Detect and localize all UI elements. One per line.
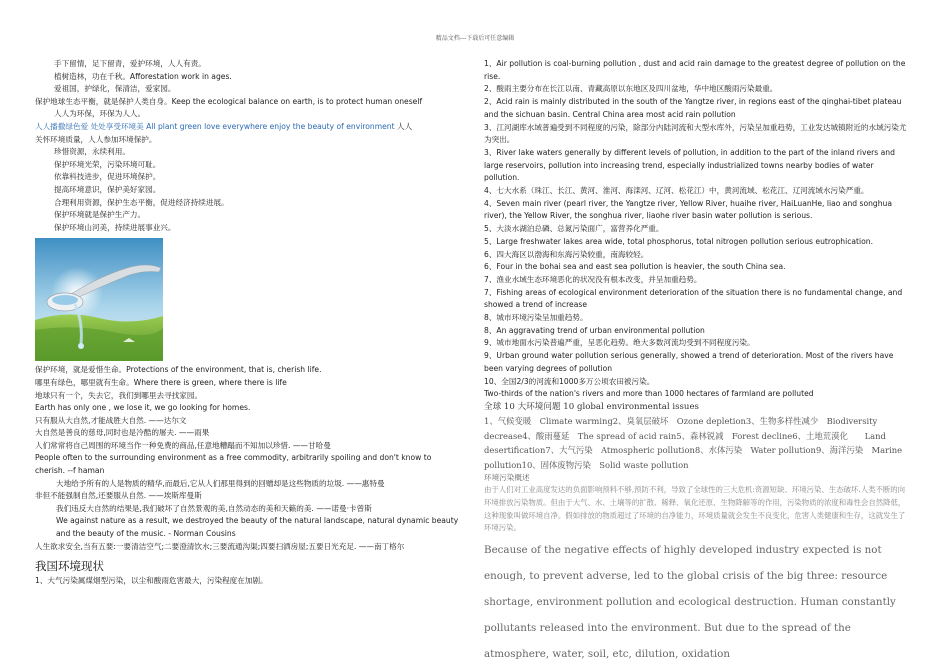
text-line: 保护环境就是保护生产力。 [54, 210, 146, 220]
global-issues-list: 1、气候变暖 Climate warming2、臭氧层破坏 Ozone depletion3、生物多样性减少 Biodiversity decrease4、酸雨蔓延 The spread of acid rain5、森林锐减 Forest decline6、土地荒漠化 Land desertification7、大气污染 Atmospheric pollution8、水体污染 Water pollution9、海洋污染 Marine pollution10、固体废物污染 Solid waste pollution [484, 415, 903, 470]
text-line: 合理利用资源，保护生态平衡，促进经济持续进展。 [54, 197, 229, 207]
status-item: 8、城市环境污染呈加重趋势。 [484, 313, 588, 323]
global-issues-title: 全球 10 大环境问题 10 global environmental issues [484, 401, 699, 412]
status-item: 7、渔业水域生态环境恶化的状况没有根本改变，并呈加重趋势。 [484, 274, 702, 284]
status-item: 5、Large freshwater lakes area wide, total phosphorus, total nitrogen pollution serious eutrophication. [484, 236, 873, 246]
status-item: 3、River lake waters generally by different levels of pollution, in addition to the part of the inland rivers and large reservoirs, pollution into increasing trend, especially industrialized towns nearby bodies of water pollution. [484, 147, 895, 183]
status-item: 3、江河湖库水域普遍受到不同程度的污染，除部分内陆河流和大型水库外，污染呈加重趋势，工业发达城镇附近的水域污染尤为突出。 [484, 122, 907, 145]
section-first-item: 1、大气污染属煤烟型污染，以尘和酸雨危害最大，污染程度在加剧。 [35, 576, 268, 586]
section-title: 我国环境现状 [35, 559, 104, 574]
status-item: 7、Fishing areas of ecological environment deterioration of the situation there is no fundamental change, and showed a trend of increase [484, 287, 903, 310]
slogan-list-mid [35, 134, 462, 235]
status-item: Two-thirds of the nation's rivers and more than 1000 hectares of farmland are polluted [484, 389, 814, 399]
text-line: 爱祖国，护绿化，保清洁，爱家园。 [54, 84, 176, 94]
text-line: 植树造林，功在千秋。Afforestation work in ages. [54, 71, 232, 81]
status-item: 2、酸雨主要分布在长江以南、青藏高原以东地区及四川盆地，华中地区酸雨污染最重。 [484, 84, 778, 94]
overview-title: 环境污染概述 [484, 473, 530, 483]
text-line: 珍惜资源，永续利用。 [54, 147, 130, 157]
status-item: 2、Acid rain is mainly distributed in the south of the Yangtze river, in regions east of the qinghai-tibet plateau and the sichuan basin. Central China area most acid rain pollution [484, 97, 902, 119]
text-line: 我们违反大自然的结果是,我们破坏了自然景观的美,自然动态的美和天籁的美. ——诺曼·卡曾斯 [56, 503, 372, 513]
status-item: 5、大淡水湖泊总磷、总氮污染面广，富营养化严重。 [484, 224, 664, 234]
status-item: 1、Air pollution is coal-burning pollution , dust and acid rain damage to the greatest degree of pollution on the rise. [484, 59, 906, 81]
text-line: 人们常常将自己周围的环境当作一种免费的商品,任意地糟蹋而不知加以珍惜. ——甘哈曼 [35, 440, 331, 450]
status-item: 6、四大海区以渤海和东海污染较重，南海较轻。 [484, 249, 649, 259]
text-line: Earth has only one , we lose it, we go looking for homes. [35, 403, 251, 413]
status-item: 4、七大水系（珠江、长江、黄河、淮河、海滦河、辽河、松花江）中，黄河流域、松花江、辽河流域水污染严重。 [484, 186, 869, 196]
quote-list [35, 364, 462, 452]
right-column [484, 58, 909, 667]
text-line: 手下留情，足下留青，爱护环境，人人有责。 [54, 59, 206, 68]
quote-list-end [35, 478, 462, 516]
text-line: 保护环境山河美，持续进展事业兴。 [54, 222, 176, 232]
quote-nightingale: 人生欲求安全,当有五要:一要清洁空气;二要澄清饮水;三要流通沟渠;四要扫洒房屋;五要日光充足. ——南丁格尔 [35, 541, 405, 551]
text-line: 地球只有一个，失去它，我们到哪里去寻找家园。 [35, 390, 203, 400]
left-column [35, 58, 462, 588]
slogan-green-love-highlight: 人人播撒绿色爱 处处享受环境美 All plant green love everywhere enjoy the beauty of environment [35, 121, 395, 131]
text-line: 保护环境，就是爱惜生命。Protections of the environment, that is, cherish life. [35, 365, 322, 375]
text-line: 人人为环保，环保为人人。 [54, 109, 146, 119]
status-item: 4、Seven main river (pearl river, the Yangtze river, Yellow River, huaihe river, HaiLuanHe, liao and songhua river), the Yellow River, the songhua river, liaohe river basin water pollution is serious. [484, 198, 893, 221]
text-line: 大自然是善良的慈母,同时也是冷酷的屠夫. ——雨果 [35, 428, 210, 438]
status-item: 10、全国2/3的河流和1000多万公顷农田被污染。 [484, 376, 655, 386]
text-line: 哪里有绿色，哪里就有生命。Where there is green, where there is life [35, 377, 287, 387]
text-line: 依靠科技进步，促进环境保护。 [54, 172, 161, 182]
status-item: 9、城市地面水污染普遍严重，呈恶化趋势。绝大多数河流均受到不同程度污染。 [484, 338, 755, 348]
text-line: 保护地球生态平衡，就是保护人类自身。Keep the ecological balance on earth, is to protect human oneself [35, 96, 423, 106]
overview-english: Because of the negative effects of highly developed industry expected is not enough, to prevent adverse, led to the global crisis of the big three: resource shortage, environment pollution and ecological destruction. Human constantly pollutants released into the environment. But due to the spread of the atmosphere, water, soil, etc, dilution, oxidation [484, 543, 896, 660]
quote-haman-english: People often to the surrounding environment as a free commodity, arbitrarily spoiling and don't know to cherish. --f haman [35, 453, 432, 476]
status-item: 6、Four in the bohai sea and east sea pollution is heavier, the south China sea. [484, 262, 786, 272]
quote-cousins-english: We against nature as a result, we destroyed the beauty of the natural landscape, natural dynamic beauty and the beauty of the music. - Norman Cousins [56, 516, 459, 539]
environment-photo [35, 238, 163, 361]
text-line: 非但不能强制自然,还要服从自然. ——埃斯库曼斯 [35, 491, 202, 501]
text-line: 保护环境光荣，污染环境可耻。 [54, 159, 161, 169]
page-header: 精品文档---下载后可任意编辑 [435, 35, 515, 42]
text-line: 提高环境意识，保护美好家园。 [54, 184, 161, 194]
text-line: 大地给予所有的人是物质的精华,而最后,它从人们那里得到的回赠却是这些物质的垃圾. ——惠特曼 [56, 478, 385, 488]
status-item: 8、An aggravating trend of urban environmental pollution [484, 325, 705, 335]
text-line: 只有服从大自然,才能战胜大自然. ——达尔文 [35, 415, 187, 425]
pollution-status-list [484, 58, 909, 401]
overview-text: 由于人们对工业高度发达的负面影响预料不够,预防不利，导致了全球性的三大危机:资源短缺、环境污染、生态破坏.人类不断的向环境排放污染物质。但由于大气、水、土壤等的扩散、稀释、氧化还原、生物降解等的作用，污染物质的浓度和毒性会自然降低，这种现象叫做环境自净。假如排放的物质超过了环境的自净能力，环境质量就会发生不良变化，危害人类健康和生存，这就发生了环境污染。 [484, 485, 906, 533]
slogan-list-top [35, 58, 462, 121]
slogan-green-love: 人人播撒绿色爱 处处享受环境美 All plant green love everywhere enjoy the beauty of environment 人人 [35, 121, 413, 131]
status-item: 9、Urban ground water pollution serious generally, showed a trend of deterioration. Most of the rivers have been varying degrees of pollution [484, 351, 894, 373]
text-line: 关怀环境质量，人人参加环境保护。 [35, 134, 157, 144]
